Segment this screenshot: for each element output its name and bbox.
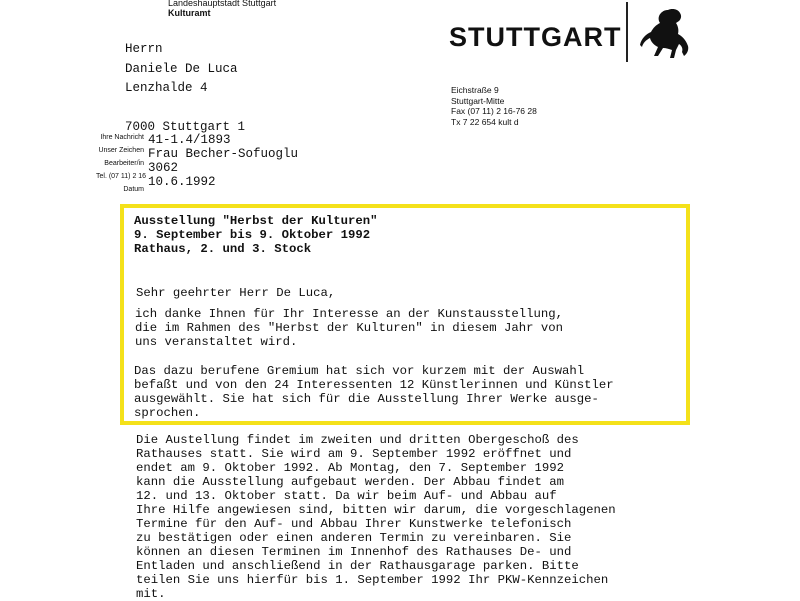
paragraph-selection: [134, 364, 614, 420]
paragraph-logistics: [136, 433, 616, 601]
text-line: Termine für den Auf- und Abbau Ihrer Kunstwerke telefonisch: [136, 517, 572, 531]
ref-label: Bearbeiter/in: [104, 160, 144, 167]
subject-line: Ausstellung "Herbst der Kulturen": [134, 214, 378, 228]
contact-telex: Tx 7 22 654 kult d: [451, 116, 519, 127]
text-line: befaßt und von den 24 Interessenten 12 Künstlerinnen und Künstler: [134, 378, 614, 392]
ref-label: Ihre Nachricht: [100, 134, 144, 141]
text-line: die im Rahmen des "Herbst der Kulturen" in diesem Jahr von: [135, 321, 564, 335]
department-name: Kulturamt: [168, 8, 211, 18]
subject-line: Rathaus, 2. und 3. Stock: [134, 242, 312, 256]
ref-label: Tel. (07 11) 2 16: [96, 173, 147, 180]
recipient-address: [125, 40, 245, 138]
recipient-salutation: Herrn: [125, 42, 163, 56]
text-line: uns veranstaltet wird.: [135, 335, 298, 349]
text-line: Entladen und anschließend in der Rathausgarage parken. Bitte: [136, 559, 579, 573]
ref-value-clerk: Frau Becher-Sofuoglu: [148, 147, 299, 161]
sender-contact: [451, 85, 537, 127]
paragraph-thanks: [135, 307, 563, 349]
ref-value-phone: 3062: [148, 161, 179, 175]
text-line: ausgewählt. Sie hat sich für die Ausstellung Ihrer Werke ausge-: [134, 392, 599, 406]
subject-block: [134, 214, 378, 256]
recipient-name: Daniele De Luca: [125, 61, 238, 76]
text-line: zu bestätigen oder einen anderen Termin zu vereinbaren. Sie: [136, 531, 572, 545]
org-header: [168, 0, 276, 18]
recipient-city: 7000 Stuttgart 1: [125, 120, 246, 134]
text-line: Das dazu berufene Gremium hat sich vor kurzem mit der Auswahl: [134, 364, 585, 378]
logo-divider: [626, 2, 628, 62]
ref-value-number: 41-1.4/1893: [148, 133, 231, 147]
contact-district: Stuttgart-Mitte: [451, 95, 505, 106]
text-line: endet am 9. Oktober 1992. Ab Montag, den 7. September 1992: [136, 461, 565, 475]
letter-salutation: Sehr geehrter Herr De Luca,: [136, 286, 336, 300]
text-line: 12. und 13. Oktober statt. Da wir beim Auf- und Abbau auf: [136, 489, 557, 503]
text-line: Rathauses statt. Sie wird am 9. September 1992 eröffnet und: [136, 447, 572, 461]
ref-value-date: 10.6.1992: [148, 175, 216, 189]
text-line: Die Austellung findet im zweiten und dritten Obergeschoß des: [136, 433, 579, 447]
text-line: sprochen.: [134, 406, 201, 420]
text-line: mit.: [136, 587, 166, 601]
contact-street: Eichstraße 9: [451, 85, 499, 95]
logo-wordmark: STUTTGART: [449, 22, 622, 52]
text-line: Ihre Hilfe angewiesen sind, bitten wir darum, die vorgeschlagenen: [136, 503, 616, 517]
ref-label: Unser Zeichen: [98, 147, 144, 154]
horse-emblem-icon: [638, 6, 694, 60]
reference-values: [148, 133, 298, 189]
text-line: kann die Ausstellung aufgebaut werden. Der Abbau findet am: [136, 475, 565, 489]
text-line: teilen Sie uns hierfür bis 1. September 1992 Ihr PKW-Kennzeichen: [136, 573, 609, 587]
text-line: ich danke Ihnen für Ihr Interesse an der Kunstausstellung,: [135, 307, 564, 321]
ref-label: Datum: [123, 186, 144, 193]
recipient-street: Lenzhalde 4: [125, 81, 208, 95]
subject-line: 9. September bis 9. Oktober 1992: [134, 228, 371, 242]
contact-fax: Fax (07 11) 2 16-76 28: [451, 106, 537, 116]
text-line: können an diesen Terminen im Innenhof des Rathauses De- und: [136, 545, 572, 559]
org-name: Landeshauptstadt Stuttgart: [168, 0, 277, 8]
reference-labels: [96, 131, 147, 196]
